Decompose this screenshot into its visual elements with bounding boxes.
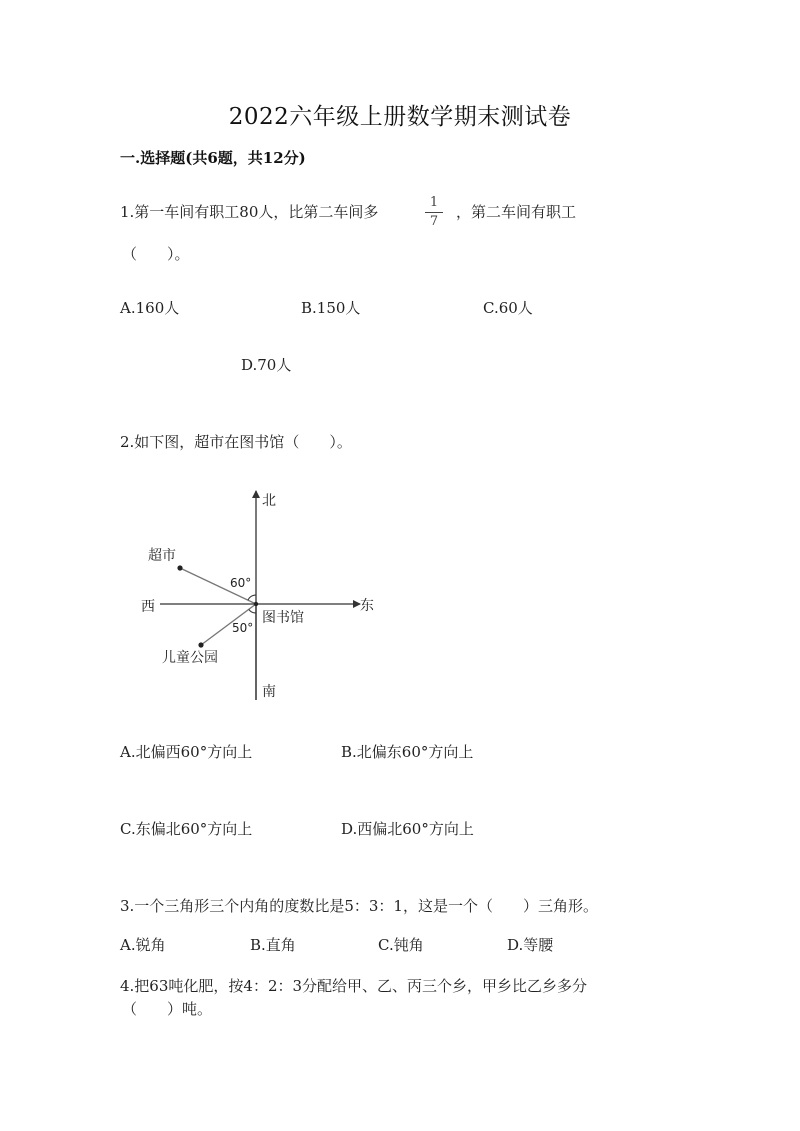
question-2-option-a: A.北偏西60°方向上 — [120, 743, 253, 761]
page-title: 2022六年级上册数学期末测试卷 — [228, 104, 572, 130]
south-label: 南 — [262, 684, 276, 700]
question-1-option-c: C.60人 — [483, 299, 533, 317]
question-1-option-a: A.160人 — [120, 299, 180, 317]
question-3-option-b: B.直角 — [250, 936, 296, 954]
section-heading: 一.选择题(共6题，共12分) — [120, 149, 306, 167]
question-1-option-d: D.70人 — [241, 356, 292, 374]
question-2-option-b: B.北偏东60°方向上 — [341, 743, 474, 761]
question-3-stem: 3.一个三角形三个内角的度数比是5：3：1，这是一个（ ）三角形。 — [120, 897, 598, 915]
fraction-denominator: 7 — [429, 214, 439, 229]
question-3-option-d: D.等腰 — [507, 936, 554, 954]
question-3-option-c: C.钝角 — [378, 936, 424, 954]
north-label: 北 — [262, 493, 276, 509]
question-1-stem-line2: （ ）。 — [122, 245, 190, 263]
angle-60-label: 60° — [230, 576, 252, 590]
question-4-stem: 4.把63吨化肥，按4：2：3分配给甲、乙、丙三个乡，甲乡比乙乡多分 — [120, 977, 588, 995]
question-4-stem-line2: （ ）吨。 — [122, 1000, 213, 1018]
west-label: 西 — [141, 599, 155, 615]
supermarket-label: 超市 — [148, 548, 176, 564]
question-1-stem-part2: ，第二车间有职工 — [456, 203, 577, 221]
angle-arc-50 — [249, 609, 256, 613]
library-point — [254, 602, 258, 606]
question-3-option-a: A.锐角 — [120, 936, 166, 954]
question-1-option-b: B.150人 — [301, 299, 361, 317]
question-1-stem-part1: 1.第一车间有职工80人，比第二车间多 — [120, 203, 379, 221]
angle-arc-60 — [248, 595, 256, 600]
east-label: 东 — [360, 598, 374, 614]
angle-50-label: 50° — [232, 621, 254, 635]
park-point — [198, 642, 203, 647]
library-label: 图书馆 — [262, 610, 304, 626]
supermarket-point — [177, 565, 182, 570]
question-2-option-c: C.东偏北60°方向上 — [120, 820, 253, 838]
park-label: 儿童公园 — [162, 650, 218, 666]
question-2-option-d: D.西偏北60°方向上 — [341, 820, 474, 838]
fraction-numerator: 1 — [429, 195, 439, 210]
question-2-stem: 2.如下图，超市在图书馆（ ）。 — [120, 433, 352, 451]
